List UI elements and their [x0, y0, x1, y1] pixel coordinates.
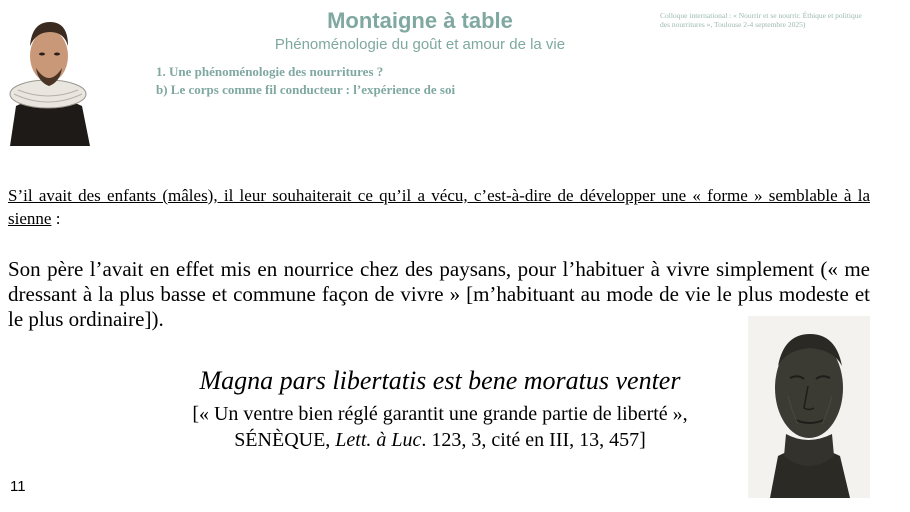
- presentation-title: Montaigne à table: [327, 8, 513, 33]
- outline-item-1: 1. Une phénoménologie des nourritures ?: [156, 64, 384, 79]
- seneca-bust-image: [748, 316, 870, 498]
- paragraph-children-underlined: S’il avait des enfants (mâles), il leur souhaiterait ce qu’il a vécu, c’est-à-dire de développer une « forme » semblable à la sienne: [8, 186, 870, 228]
- outline-item-2: b) Le corps comme fil conducteur : l’expérience de soi: [156, 82, 456, 97]
- montaigne-portrait-image: [2, 6, 94, 146]
- paragraph-father: Son père l’avait en effet mis en nourrice chez des paysans, pour l’habituer à vivre simplement (« me dressant à la plus basse et commune façon de vivre » [m’habituant au mode de vie le plus modeste et le plus ordinaire]).: [8, 257, 870, 331]
- latin-quote: Magna pars libertatis est bene moratus venter: [199, 366, 681, 395]
- colloque-line-1: Colloque international : « Nourrir et se nourrir. Éthique et politique: [660, 11, 862, 20]
- quote-author: SÉNÈQUE,: [234, 429, 336, 451]
- paragraph-children: [8, 184, 870, 230]
- quote-translation: [« Un ventre bien réglé garantit une grande partie de liberté »,: [192, 403, 688, 425]
- quote-work: Lett. à Luc: [335, 429, 422, 451]
- colloque-note: [660, 11, 900, 29]
- paragraph-children-tail: :: [51, 209, 61, 228]
- presentation-subtitle: Phénoménologie du goût et amour de la vie: [274, 36, 566, 53]
- colloque-line-2: des nourritures », Toulouse 2-4 septembre 2025): [660, 20, 806, 29]
- quote-reference: [120, 429, 760, 452]
- quote-ref-rest: . 123, 3, cité en III, 13, 457]: [421, 429, 646, 451]
- page-number: 11: [10, 478, 26, 495]
